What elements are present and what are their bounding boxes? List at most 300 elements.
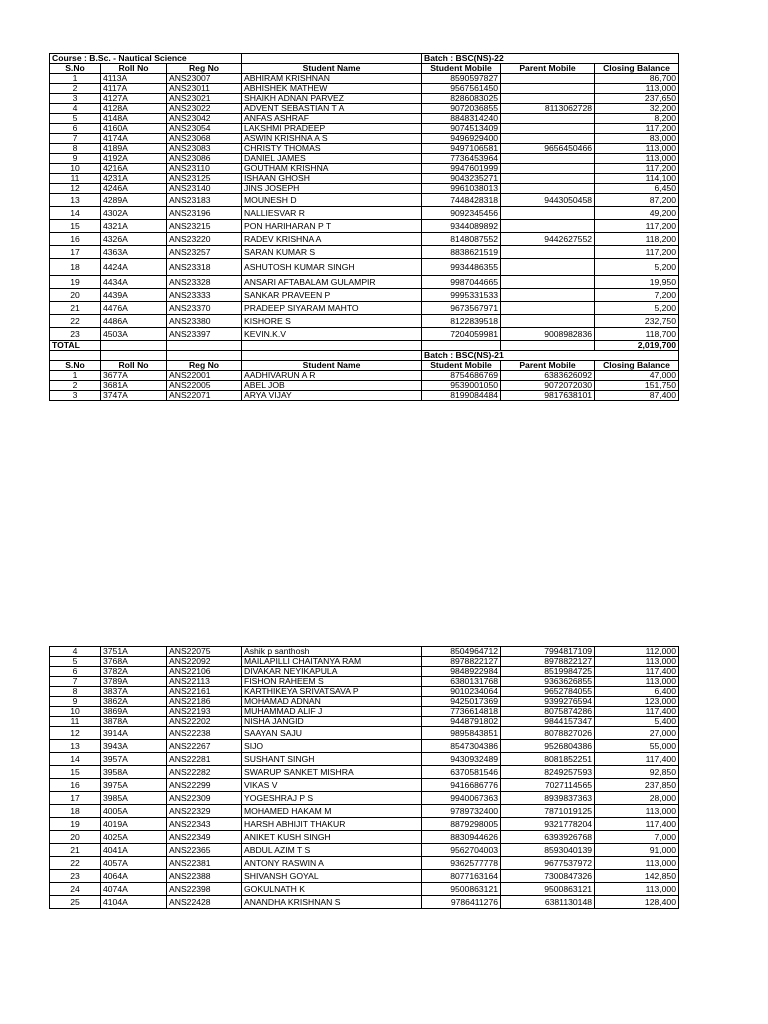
closing-balance-cell: 113,000 xyxy=(595,84,679,94)
roll-no-cell: 4302A xyxy=(101,207,167,220)
reg-no-cell: ANS22398 xyxy=(167,883,242,896)
student-name-cell: PRADEEP SIYARAM MAHTO xyxy=(242,302,422,315)
student-mobile-cell: 9496929400 xyxy=(422,134,501,144)
table-row xyxy=(50,184,679,194)
table-row xyxy=(50,687,679,697)
student-mobile-cell: 9987044665 xyxy=(422,276,501,289)
roll-no-cell: 4057A xyxy=(101,857,167,870)
reg-no-cell: ANS22005 xyxy=(167,381,242,391)
reg-no-cell: ANS22281 xyxy=(167,753,242,766)
reg-no-cell: ANS23370 xyxy=(167,302,242,315)
reg-no-cell: ANS22282 xyxy=(167,766,242,779)
reg-no-cell: ANS23042 xyxy=(167,114,242,124)
roll-no-cell: 4113A xyxy=(101,74,167,84)
sno-cell: 5 xyxy=(50,657,101,667)
student-mobile-cell: 9448791802 xyxy=(422,717,501,727)
student-mobile-cell: 8978822127 xyxy=(422,657,501,667)
parent-mobile-cell xyxy=(501,302,595,315)
student-name-cell: ABEL JOB xyxy=(242,381,422,391)
parent-mobile-cell xyxy=(501,289,595,302)
table-row xyxy=(50,740,679,753)
table-row xyxy=(50,677,679,687)
closing-balance-cell: 7,000 xyxy=(595,831,679,844)
student-name-cell: ANSARI AFTABALAM GULAMPIR xyxy=(242,276,422,289)
total-label: TOTAL xyxy=(50,341,101,351)
student-mobile-cell: 9425017369 xyxy=(422,697,501,707)
sno-cell: 15 xyxy=(50,766,101,779)
parent-mobile-cell xyxy=(501,315,595,328)
roll-no-cell: 4192A xyxy=(101,154,167,164)
student-mobile-cell: 8504964712 xyxy=(422,647,501,657)
student-mobile-cell: 7204059981 xyxy=(422,328,501,341)
reg-no-cell: ANS23183 xyxy=(167,194,242,207)
blank-cell xyxy=(242,54,422,64)
reg-no-cell: ANS22388 xyxy=(167,870,242,883)
student-mobile-cell: 8838621519 xyxy=(422,246,501,259)
closing-balance-cell: 237,650 xyxy=(595,94,679,104)
table-row xyxy=(50,697,679,707)
sno-cell: 1 xyxy=(50,371,101,381)
blank-cell xyxy=(167,341,242,351)
header-student-name: Student Name xyxy=(242,361,422,371)
reg-no-cell: ANS22299 xyxy=(167,779,242,792)
table-row xyxy=(50,134,679,144)
roll-no-cell: 4439A xyxy=(101,289,167,302)
roll-no-cell: 4503A xyxy=(101,328,167,341)
reg-no-cell: ANS23054 xyxy=(167,124,242,134)
student-name-cell: GOKULNATH K xyxy=(242,883,422,896)
student-mobile-cell: 7736453964 xyxy=(422,154,501,164)
sno-cell: 20 xyxy=(50,289,101,302)
student-name-cell: ANTONY RASWIN A xyxy=(242,857,422,870)
table-row xyxy=(50,896,679,909)
reg-no-cell: ANS22343 xyxy=(167,818,242,831)
student-name-cell: VIKAS V xyxy=(242,779,422,792)
table-row xyxy=(50,717,679,727)
sno-cell: 6 xyxy=(50,667,101,677)
reg-no-cell: ANS23257 xyxy=(167,246,242,259)
student-name-cell: LAKSHMI PRADEEP xyxy=(242,124,422,134)
table-row xyxy=(50,657,679,667)
reg-no-cell: ANS23328 xyxy=(167,276,242,289)
student-mobile-cell: 9344089892 xyxy=(422,220,501,233)
closing-balance-cell: 87,200 xyxy=(595,194,679,207)
reg-no-cell: ANS23318 xyxy=(167,259,242,276)
student-name-cell: Ashik p santhosh xyxy=(242,647,422,657)
parent-mobile-cell xyxy=(501,220,595,233)
reg-no-cell: ANS22381 xyxy=(167,857,242,870)
parent-mobile-cell: 8249257593 xyxy=(501,766,595,779)
student-mobile-cell: 9895843851 xyxy=(422,727,501,740)
student-mobile-cell: 8879298005 xyxy=(422,818,501,831)
student-name-cell: SWARUP SANKET MISHRA xyxy=(242,766,422,779)
total-row xyxy=(50,341,679,351)
reg-no-cell: ANS23022 xyxy=(167,104,242,114)
table-row xyxy=(50,114,679,124)
closing-balance-cell: 6,450 xyxy=(595,184,679,194)
closing-balance-cell: 123,000 xyxy=(595,697,679,707)
parent-mobile-cell xyxy=(501,154,595,164)
student-name-cell: DANIEL JAMES xyxy=(242,154,422,164)
roll-no-cell: 3975A xyxy=(101,779,167,792)
sno-cell: 24 xyxy=(50,883,101,896)
parent-mobile-cell: 8939837363 xyxy=(501,792,595,805)
table-row xyxy=(50,805,679,818)
roll-no-cell: 4025A xyxy=(101,831,167,844)
student-mobile-cell: 9430932489 xyxy=(422,753,501,766)
reg-no-cell: ANS22267 xyxy=(167,740,242,753)
parent-mobile-cell: 7027114565 xyxy=(501,779,595,792)
table-row xyxy=(50,74,679,84)
parent-mobile-cell xyxy=(501,276,595,289)
sno-cell: 19 xyxy=(50,276,101,289)
roll-no-cell: 4148A xyxy=(101,114,167,124)
student-name-cell: CHRISTY THOMAS xyxy=(242,144,422,154)
header-sno: S.No xyxy=(50,361,101,371)
header-sno: S.No xyxy=(50,64,101,74)
student-name-cell: ARYA VIJAY xyxy=(242,391,422,401)
blank-cell xyxy=(242,351,422,361)
student-name-cell: SHAIKH ADNAN PARVEZ xyxy=(242,94,422,104)
closing-balance-cell: 113,000 xyxy=(595,144,679,154)
sno-cell: 6 xyxy=(50,124,101,134)
batch-row-21 xyxy=(50,351,679,361)
batch-label-22: Batch : BSC(NS)-22 xyxy=(422,54,679,64)
closing-balance-cell: 55,000 xyxy=(595,740,679,753)
course-label: Course : B.Sc. - Nautical Science xyxy=(50,54,242,64)
header-row xyxy=(50,361,679,371)
closing-balance-cell: 28,000 xyxy=(595,792,679,805)
closing-balance-cell: 237,850 xyxy=(595,779,679,792)
sno-cell: 21 xyxy=(50,844,101,857)
roll-no-cell: 4363A xyxy=(101,246,167,259)
sno-cell: 14 xyxy=(50,207,101,220)
reg-no-cell: ANS22001 xyxy=(167,371,242,381)
sno-cell: 11 xyxy=(50,174,101,184)
table-row xyxy=(50,792,679,805)
closing-balance-cell: 113,000 xyxy=(595,154,679,164)
student-name-cell: ANANDHA KRISHNAN S xyxy=(242,896,422,909)
closing-balance-cell: 151,750 xyxy=(595,381,679,391)
student-name-cell: NISHA JANGID xyxy=(242,717,422,727)
closing-balance-cell: 91,000 xyxy=(595,844,679,857)
closing-balance-cell: 117,400 xyxy=(595,753,679,766)
table-row xyxy=(50,883,679,896)
header-reg-no: Reg No xyxy=(167,361,242,371)
roll-no-cell: 4326A xyxy=(101,233,167,246)
sno-cell: 16 xyxy=(50,233,101,246)
roll-no-cell: 3789A xyxy=(101,677,167,687)
sno-cell: 8 xyxy=(50,687,101,697)
student-mobile-cell: 9043235271 xyxy=(422,174,501,184)
sno-cell: 20 xyxy=(50,831,101,844)
student-mobile-cell: 9092345456 xyxy=(422,207,501,220)
student-mobile-cell: 7448428318 xyxy=(422,194,501,207)
roll-no-cell: 4476A xyxy=(101,302,167,315)
student-mobile-cell: 9010234064 xyxy=(422,687,501,697)
sno-cell: 3 xyxy=(50,391,101,401)
reg-no-cell: ANS23333 xyxy=(167,289,242,302)
student-name-cell: MOHAMED HAKAM M xyxy=(242,805,422,818)
closing-balance-cell: 118,700 xyxy=(595,328,679,341)
student-mobile-cell: 9562704003 xyxy=(422,844,501,857)
student-name-cell: DIVAKAR NEYIKAPULA xyxy=(242,667,422,677)
sno-cell: 23 xyxy=(50,328,101,341)
roll-no-cell: 4160A xyxy=(101,124,167,134)
student-mobile-cell: 8122839518 xyxy=(422,315,501,328)
reg-no-cell: ANS23068 xyxy=(167,134,242,144)
student-mobile-cell: 8199084484 xyxy=(422,391,501,401)
closing-balance-cell: 117,400 xyxy=(595,818,679,831)
parent-mobile-cell: 8593040139 xyxy=(501,844,595,857)
parent-mobile-cell: 9399276594 xyxy=(501,697,595,707)
header-student-mobile: Student Mobile xyxy=(422,64,501,74)
parent-mobile-cell: 9652784055 xyxy=(501,687,595,697)
sno-cell: 13 xyxy=(50,194,101,207)
table-row xyxy=(50,315,679,328)
student-mobile-cell: 8077163164 xyxy=(422,870,501,883)
table-row xyxy=(50,391,679,401)
closing-balance-cell: 117,400 xyxy=(595,667,679,677)
parent-mobile-cell: 9656450466 xyxy=(501,144,595,154)
header-closing-balance: Closing Balance xyxy=(595,64,679,74)
student-name-cell: ISHAAN GHOSH xyxy=(242,174,422,184)
reg-no-cell: ANS22193 xyxy=(167,707,242,717)
student-mobile-cell: 9567561450 xyxy=(422,84,501,94)
roll-no-cell: 4005A xyxy=(101,805,167,818)
student-name-cell: ANIKET KUSH SINGH xyxy=(242,831,422,844)
parent-mobile-cell xyxy=(501,74,595,84)
roll-no-cell: 4104A xyxy=(101,896,167,909)
parent-mobile-cell: 6393926768 xyxy=(501,831,595,844)
closing-balance-cell: 113,000 xyxy=(595,883,679,896)
student-mobile-cell: 8848314240 xyxy=(422,114,501,124)
header-parent-mobile: Parent Mobile xyxy=(501,361,595,371)
parent-mobile-cell: 6381130148 xyxy=(501,896,595,909)
roll-no-cell: 3869A xyxy=(101,707,167,717)
student-mobile-cell: 9074513409 xyxy=(422,124,501,134)
student-name-cell: SAAYAN SAJU xyxy=(242,727,422,740)
student-mobile-cell: 9497106581 xyxy=(422,144,501,154)
sno-cell: 12 xyxy=(50,184,101,194)
student-name-cell: PON HARIHARAN P T xyxy=(242,220,422,233)
reg-no-cell: ANS23380 xyxy=(167,315,242,328)
sno-cell: 2 xyxy=(50,84,101,94)
closing-balance-cell: 113,000 xyxy=(595,677,679,687)
closing-balance-cell: 7,200 xyxy=(595,289,679,302)
closing-balance-cell: 117,200 xyxy=(595,164,679,174)
reg-no-cell: ANS22092 xyxy=(167,657,242,667)
student-name-cell: MAILAPILLI CHAITANYA RAM xyxy=(242,657,422,667)
reg-no-cell: ANS22071 xyxy=(167,391,242,401)
closing-balance-cell: 86,700 xyxy=(595,74,679,84)
header-roll-no: Roll No xyxy=(101,361,167,371)
student-name-cell: NALLIESVAR R xyxy=(242,207,422,220)
roll-no-cell: 3878A xyxy=(101,717,167,727)
sno-cell: 16 xyxy=(50,779,101,792)
table-row xyxy=(50,857,679,870)
reg-no-cell: ANS23140 xyxy=(167,184,242,194)
table-row xyxy=(50,94,679,104)
parent-mobile-cell: 9008982836 xyxy=(501,328,595,341)
blank-cell xyxy=(501,341,595,351)
student-name-cell: MOUNESH D xyxy=(242,194,422,207)
student-name-cell: ASWIN KRISHNA A S xyxy=(242,134,422,144)
table-row xyxy=(50,870,679,883)
student-mobile-cell: 9934486355 xyxy=(422,259,501,276)
closing-balance-cell: 5,200 xyxy=(595,259,679,276)
parent-mobile-cell xyxy=(501,84,595,94)
sno-cell: 9 xyxy=(50,154,101,164)
reg-no-cell: ANS22202 xyxy=(167,717,242,727)
parent-mobile-cell: 8113062728 xyxy=(501,104,595,114)
roll-no-cell: 4321A xyxy=(101,220,167,233)
student-mobile-cell: 8547304386 xyxy=(422,740,501,753)
header-reg-no: Reg No xyxy=(167,64,242,74)
table-row xyxy=(50,647,679,657)
student-mobile-cell: 8754686769 xyxy=(422,371,501,381)
sno-cell: 13 xyxy=(50,740,101,753)
parent-mobile-cell xyxy=(501,164,595,174)
table-row xyxy=(50,194,679,207)
blank-cell xyxy=(242,341,422,351)
roll-no-cell: 4128A xyxy=(101,104,167,114)
roll-no-cell: 3837A xyxy=(101,687,167,697)
parent-mobile-cell: 8075874286 xyxy=(501,707,595,717)
reg-no-cell: ANS22238 xyxy=(167,727,242,740)
parent-mobile-cell xyxy=(501,207,595,220)
closing-balance-cell: 49,200 xyxy=(595,207,679,220)
student-mobile-cell: 7736614818 xyxy=(422,707,501,717)
closing-balance-cell: 117,200 xyxy=(595,246,679,259)
parent-mobile-cell: 9844157347 xyxy=(501,717,595,727)
reg-no-cell: ANS23215 xyxy=(167,220,242,233)
table-row xyxy=(50,174,679,184)
roll-no-cell: 4019A xyxy=(101,818,167,831)
sno-cell: 21 xyxy=(50,302,101,315)
sno-cell: 15 xyxy=(50,220,101,233)
closing-balance-cell: 87,400 xyxy=(595,391,679,401)
student-mobile-cell: 9500863121 xyxy=(422,883,501,896)
student-name-cell: SARAN KUMAR S xyxy=(242,246,422,259)
student-mobile-cell: 9848922984 xyxy=(422,667,501,677)
closing-balance-cell: 27,000 xyxy=(595,727,679,740)
student-name-cell: SIJO xyxy=(242,740,422,753)
closing-balance-cell: 8,200 xyxy=(595,114,679,124)
roll-no-cell: 3677A xyxy=(101,371,167,381)
sno-cell: 2 xyxy=(50,381,101,391)
sno-cell: 22 xyxy=(50,857,101,870)
student-name-cell: FISHON RAHEEM S xyxy=(242,677,422,687)
closing-balance-cell: 114,100 xyxy=(595,174,679,184)
table-row xyxy=(50,371,679,381)
table-body-bottom xyxy=(50,647,679,909)
reg-no-cell: ANS23125 xyxy=(167,174,242,184)
roll-no-cell: 3985A xyxy=(101,792,167,805)
closing-balance-cell: 232,750 xyxy=(595,315,679,328)
student-mobile-cell: 8830944626 xyxy=(422,831,501,844)
sno-cell: 7 xyxy=(50,134,101,144)
student-mobile-cell: 9940067363 xyxy=(422,792,501,805)
blank-cell xyxy=(50,351,101,361)
closing-balance-cell: 117,400 xyxy=(595,707,679,717)
blank-cell xyxy=(422,341,501,351)
table-row xyxy=(50,381,679,391)
roll-no-cell: 4074A xyxy=(101,883,167,896)
table-row xyxy=(50,259,679,276)
roll-no-cell: 4127A xyxy=(101,94,167,104)
table-row xyxy=(50,144,679,154)
reg-no-cell: ANS23083 xyxy=(167,144,242,154)
reg-no-cell: ANS22329 xyxy=(167,805,242,818)
course-batch-row xyxy=(50,54,679,64)
student-mobile-cell: 9995331533 xyxy=(422,289,501,302)
table-row xyxy=(50,233,679,246)
parent-mobile-cell xyxy=(501,246,595,259)
parent-mobile-cell: 7300847326 xyxy=(501,870,595,883)
closing-balance-cell: 92,850 xyxy=(595,766,679,779)
table-row xyxy=(50,667,679,677)
parent-mobile-cell: 9072072030 xyxy=(501,381,595,391)
reg-no-cell: ANS22106 xyxy=(167,667,242,677)
closing-balance-cell: 19,950 xyxy=(595,276,679,289)
student-name-cell: KISHORE S xyxy=(242,315,422,328)
sno-cell: 10 xyxy=(50,164,101,174)
closing-balance-cell: 32,200 xyxy=(595,104,679,114)
header-closing-balance: Closing Balance xyxy=(595,361,679,371)
closing-balance-cell: 47,000 xyxy=(595,371,679,381)
roll-no-cell: 4246A xyxy=(101,184,167,194)
balance-table-page-top xyxy=(49,53,679,401)
student-mobile-cell: 6380131768 xyxy=(422,677,501,687)
student-mobile-cell: 6370581546 xyxy=(422,766,501,779)
student-name-cell: MOHAMAD ADNAN xyxy=(242,697,422,707)
blank-cell xyxy=(167,351,242,361)
student-mobile-cell: 9961038013 xyxy=(422,184,501,194)
parent-mobile-cell: 9443050458 xyxy=(501,194,595,207)
parent-mobile-cell xyxy=(501,259,595,276)
closing-balance-cell: 117,200 xyxy=(595,124,679,134)
roll-no-cell: 4434A xyxy=(101,276,167,289)
parent-mobile-cell: 8519984725 xyxy=(501,667,595,677)
batch-label-21: Batch : BSC(NS)-21 xyxy=(422,351,679,361)
table-row xyxy=(50,220,679,233)
student-mobile-cell: 8590597827 xyxy=(422,74,501,84)
total-value: 2,019,700 xyxy=(595,341,679,351)
table-row xyxy=(50,124,679,134)
reg-no-cell: ANS22349 xyxy=(167,831,242,844)
student-name-cell: ASHUTOSH KUMAR SINGH xyxy=(242,259,422,276)
student-name-cell: ABHIRAM KRISHNAN xyxy=(242,74,422,84)
parent-mobile-cell xyxy=(501,184,595,194)
roll-no-cell: 4064A xyxy=(101,870,167,883)
reg-no-cell: ANS22075 xyxy=(167,647,242,657)
student-name-cell: ANFAS ASHRAF xyxy=(242,114,422,124)
reg-no-cell: ANS23397 xyxy=(167,328,242,341)
closing-balance-cell: 112,000 xyxy=(595,647,679,657)
roll-no-cell: 4216A xyxy=(101,164,167,174)
student-mobile-cell: 9362577778 xyxy=(422,857,501,870)
reg-no-cell: ANS22113 xyxy=(167,677,242,687)
table-row xyxy=(50,302,679,315)
roll-no-cell: 4486A xyxy=(101,315,167,328)
header-student-name: Student Name xyxy=(242,64,422,74)
closing-balance-cell: 83,000 xyxy=(595,134,679,144)
roll-no-cell: 3957A xyxy=(101,753,167,766)
roll-no-cell: 3681A xyxy=(101,381,167,391)
roll-no-cell: 4289A xyxy=(101,194,167,207)
table-row xyxy=(50,753,679,766)
